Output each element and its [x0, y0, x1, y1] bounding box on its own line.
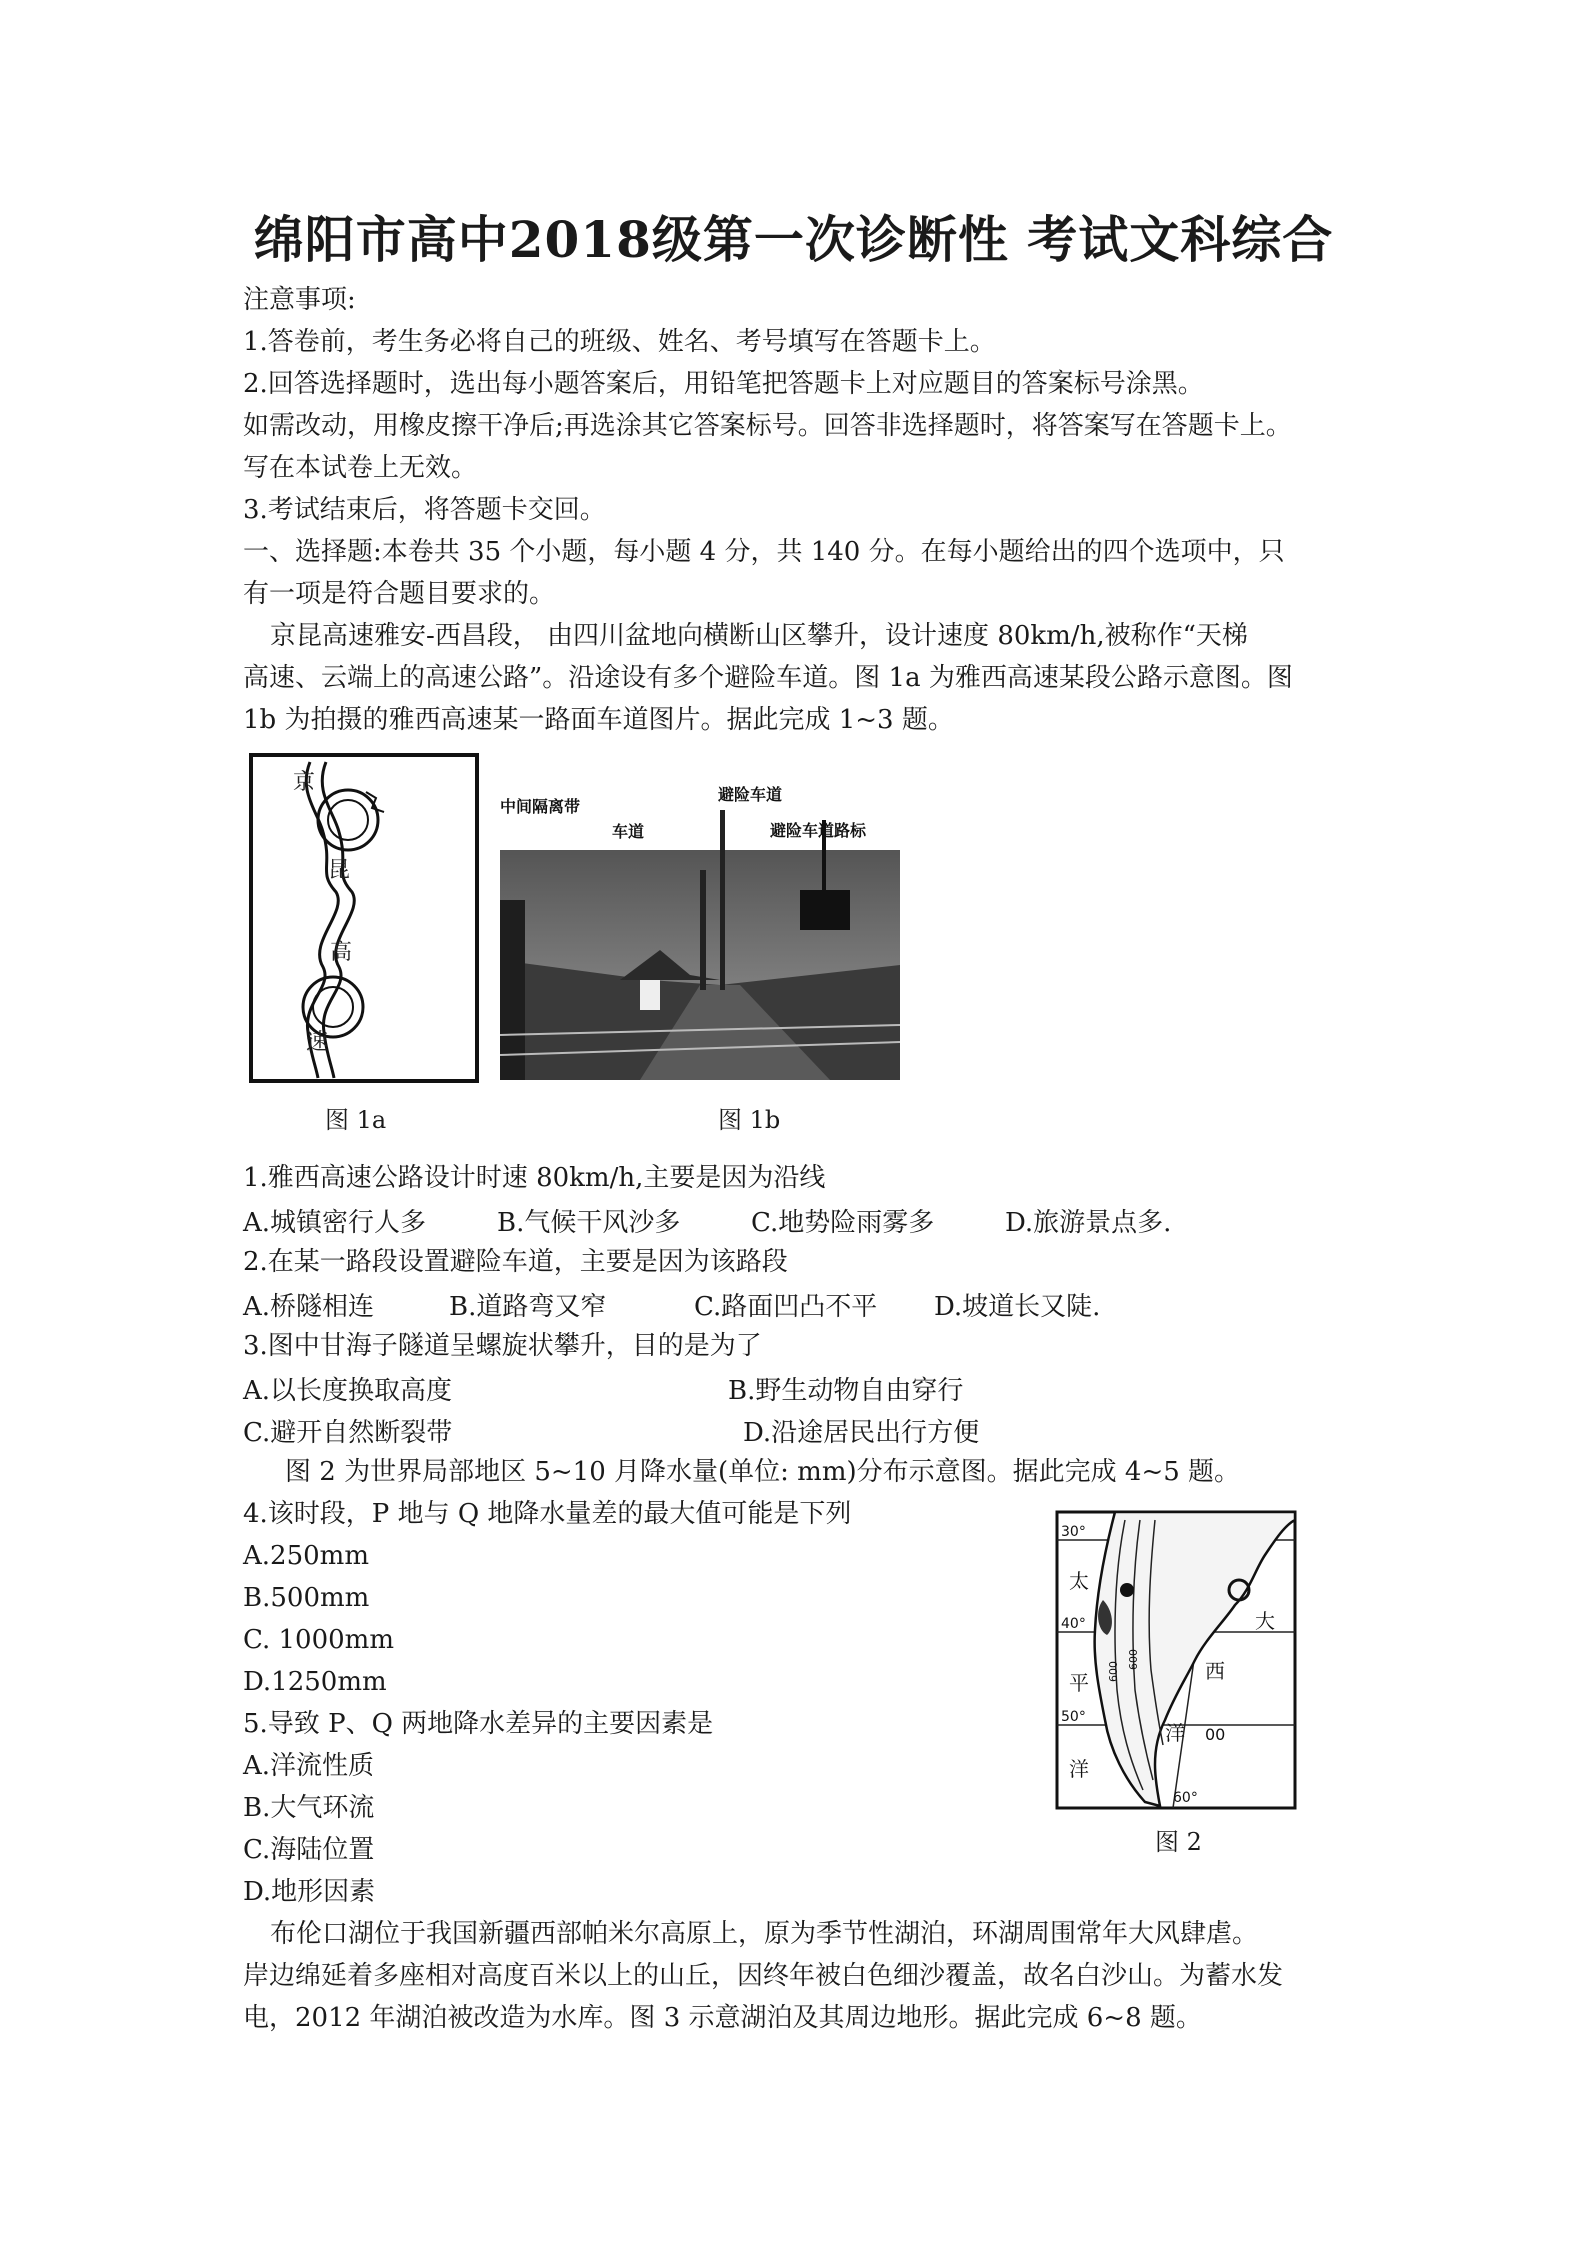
section-heading-line2: 有一项是符合题目要求的。	[243, 579, 556, 609]
page-title: 绵阳市高中2018级第一次诊断性 考试文科综合	[253, 210, 1334, 269]
q2-option-a[interactable]: A.桥隧相连	[243, 1292, 375, 1322]
q3-option-c[interactable]: C.避开自然断裂带	[243, 1418, 453, 1448]
q1-option-d[interactable]: D.旅游景点多.	[1005, 1208, 1172, 1238]
q5-option-c[interactable]: C.海陆位置	[243, 1835, 375, 1865]
fig1a-label-kun: 昆	[328, 858, 351, 883]
fig2-ocean-left-1: 太	[1069, 1569, 1089, 1593]
fig2-ocean-left-2: 平	[1069, 1671, 1089, 1695]
question-3-stem: 3.图中甘海子隧道呈螺旋状攀升，目的是为了	[243, 1331, 762, 1361]
passage1-line3: 1b 为拍摄的雅西高速某一路面车道图片。据此完成 1~3 题。	[243, 705, 954, 735]
passage2: 图 2 为世界局部地区 5~10 月降水量(单位: mm)分布示意图。据此完成 4~5 题。	[285, 1457, 1241, 1487]
fig2-lat-40: 40°	[1061, 1616, 1086, 1632]
q3-option-a[interactable]: A.以长度换取高度	[243, 1376, 453, 1406]
question-3-options-row2	[243, 1412, 979, 1449]
passage3-line1: 布伦口湖位于我国新疆西部帕米尔高原上，原为季节性湖泊，环湖周围常年大风肆虐。	[270, 1919, 1259, 1949]
figure-2-map	[1055, 1510, 1297, 1810]
fig2-lon-60: 60°	[1173, 1790, 1198, 1806]
notice-item-2-cont: 如需改动，用橡皮擦干净后;再选涂其它答案标号。回答非选择题时，将答案写在答题卡上。	[243, 411, 1292, 441]
passage3-line3: 电，2012 年湖泊被改造为水库。图 3 示意湖泊及其周边地形。据此完成 6~8 题。	[243, 2003, 1202, 2033]
q1-option-c[interactable]: C.地势险雨雾多	[751, 1208, 935, 1238]
fig2-lat-50: 50°	[1061, 1709, 1086, 1725]
fig2-contour-label-2: 600	[1127, 1649, 1140, 1670]
passage3-line2: 岸边绵延着多座相对高度百米以上的山丘，因终年被白色细沙覆盖，故名白沙山。为蓄水发	[243, 1961, 1284, 1991]
fig1b-label-escape-lane: 避险车道	[718, 785, 783, 804]
question-2-options	[243, 1286, 1100, 1323]
figure-1a-map	[248, 752, 480, 1084]
fig1a-label-su: 速	[306, 1030, 329, 1055]
fig2-lat-30: 30°	[1061, 1524, 1086, 1540]
figure-1a-caption: 图 1a	[325, 1106, 387, 1134]
q4-option-a[interactable]: A.250mm	[243, 1541, 369, 1571]
fig1b-label-escape-sign: 避险车道路标	[770, 821, 867, 840]
notice-item-2-cont2: 写在本试卷上无效。	[243, 453, 478, 483]
figure-2-caption: 图 2	[1155, 1828, 1202, 1856]
question-2-stem: 2.在某一路段设置避险车道，主要是因为该路段	[243, 1247, 788, 1277]
q4-option-c[interactable]: C. 1000mm	[243, 1625, 394, 1655]
fig2-ocean-right-2: 西	[1205, 1659, 1225, 1683]
q2-option-d[interactable]: D.坡道长又陡.	[934, 1292, 1101, 1322]
section-heading-line1: 一、选择题:本卷共 35 个小题，每小题 4 分，共 140 分。在每小题给出的四个选项中，只	[243, 537, 1285, 567]
passage1-line2: 高速、云端上的高速公路”。沿途设有多个避险车道。图 1a 为雅西高速某段公路示意图。图	[243, 663, 1293, 693]
question-1-options	[243, 1202, 1171, 1239]
q5-option-a[interactable]: A.洋流性质	[243, 1751, 375, 1781]
q3-option-b[interactable]: B.野生动物自由穿行	[728, 1376, 964, 1406]
fig2-ocean-right-3: 洋	[1165, 1721, 1185, 1745]
notice-item-2: 2.回答选择题时，选出每小题答案后，用铅笔把答题卡上对应题目的答案标号涂黑。	[243, 369, 1204, 399]
notice-item-1: 1.答卷前，考生务必将自己的班级、姓名、考号填写在答题卡上。	[243, 327, 996, 357]
question-3-options-row1	[243, 1370, 963, 1407]
fig2-ocean-right-1: 大	[1255, 1609, 1275, 1633]
fig2-ocean-left-3: 洋	[1069, 1757, 1089, 1781]
fig2-sea-number: 00	[1205, 1725, 1226, 1744]
q2-option-c[interactable]: C.路面凹凸不平	[694, 1292, 878, 1322]
q5-option-d[interactable]: D.地形因素	[243, 1877, 376, 1907]
passage1-line1: 京昆高速雅安-西昌段， 由四川盆地向横断山区攀升，设计速度 80km/h,被称作“天梯	[270, 621, 1248, 651]
q5-option-b[interactable]: B.大气环流	[243, 1793, 375, 1823]
figure-1b-photo	[500, 780, 900, 1080]
question-4-stem: 4.该时段，P 地与 Q 地降水量差的最大值可能是下列	[243, 1499, 852, 1529]
question-1-stem: 1.雅西高速公路设计时速 80km/h,主要是因为沿线	[243, 1163, 826, 1193]
q3-option-d[interactable]: D.沿途居民出行方便	[743, 1418, 980, 1448]
q1-option-b[interactable]: B.气候干风沙多	[497, 1208, 681, 1238]
question-5-stem: 5.导致 P、Q 两地降水差异的主要因素是	[243, 1709, 714, 1739]
fig1b-label-median: 中间隔离带	[500, 797, 581, 816]
fig1a-label-jing: 京	[293, 770, 316, 795]
q4-option-d[interactable]: D.1250mm	[243, 1667, 387, 1697]
q2-option-b[interactable]: B.道路弯又窄	[449, 1292, 607, 1322]
fig2-contour-label-1: 600	[1107, 1661, 1120, 1682]
fig1b-label-lane: 车道	[612, 822, 645, 841]
notice-heading: 注意事项:	[243, 285, 356, 315]
fig1a-label-gao: 高	[330, 940, 353, 965]
notice-item-3: 3.考试结束后，将答题卡交回。	[243, 495, 606, 525]
q4-option-b[interactable]: B.500mm	[243, 1583, 370, 1613]
q1-option-a[interactable]: A.城镇密行人多	[243, 1208, 427, 1238]
figure-1b-caption: 图 1b	[718, 1106, 781, 1134]
